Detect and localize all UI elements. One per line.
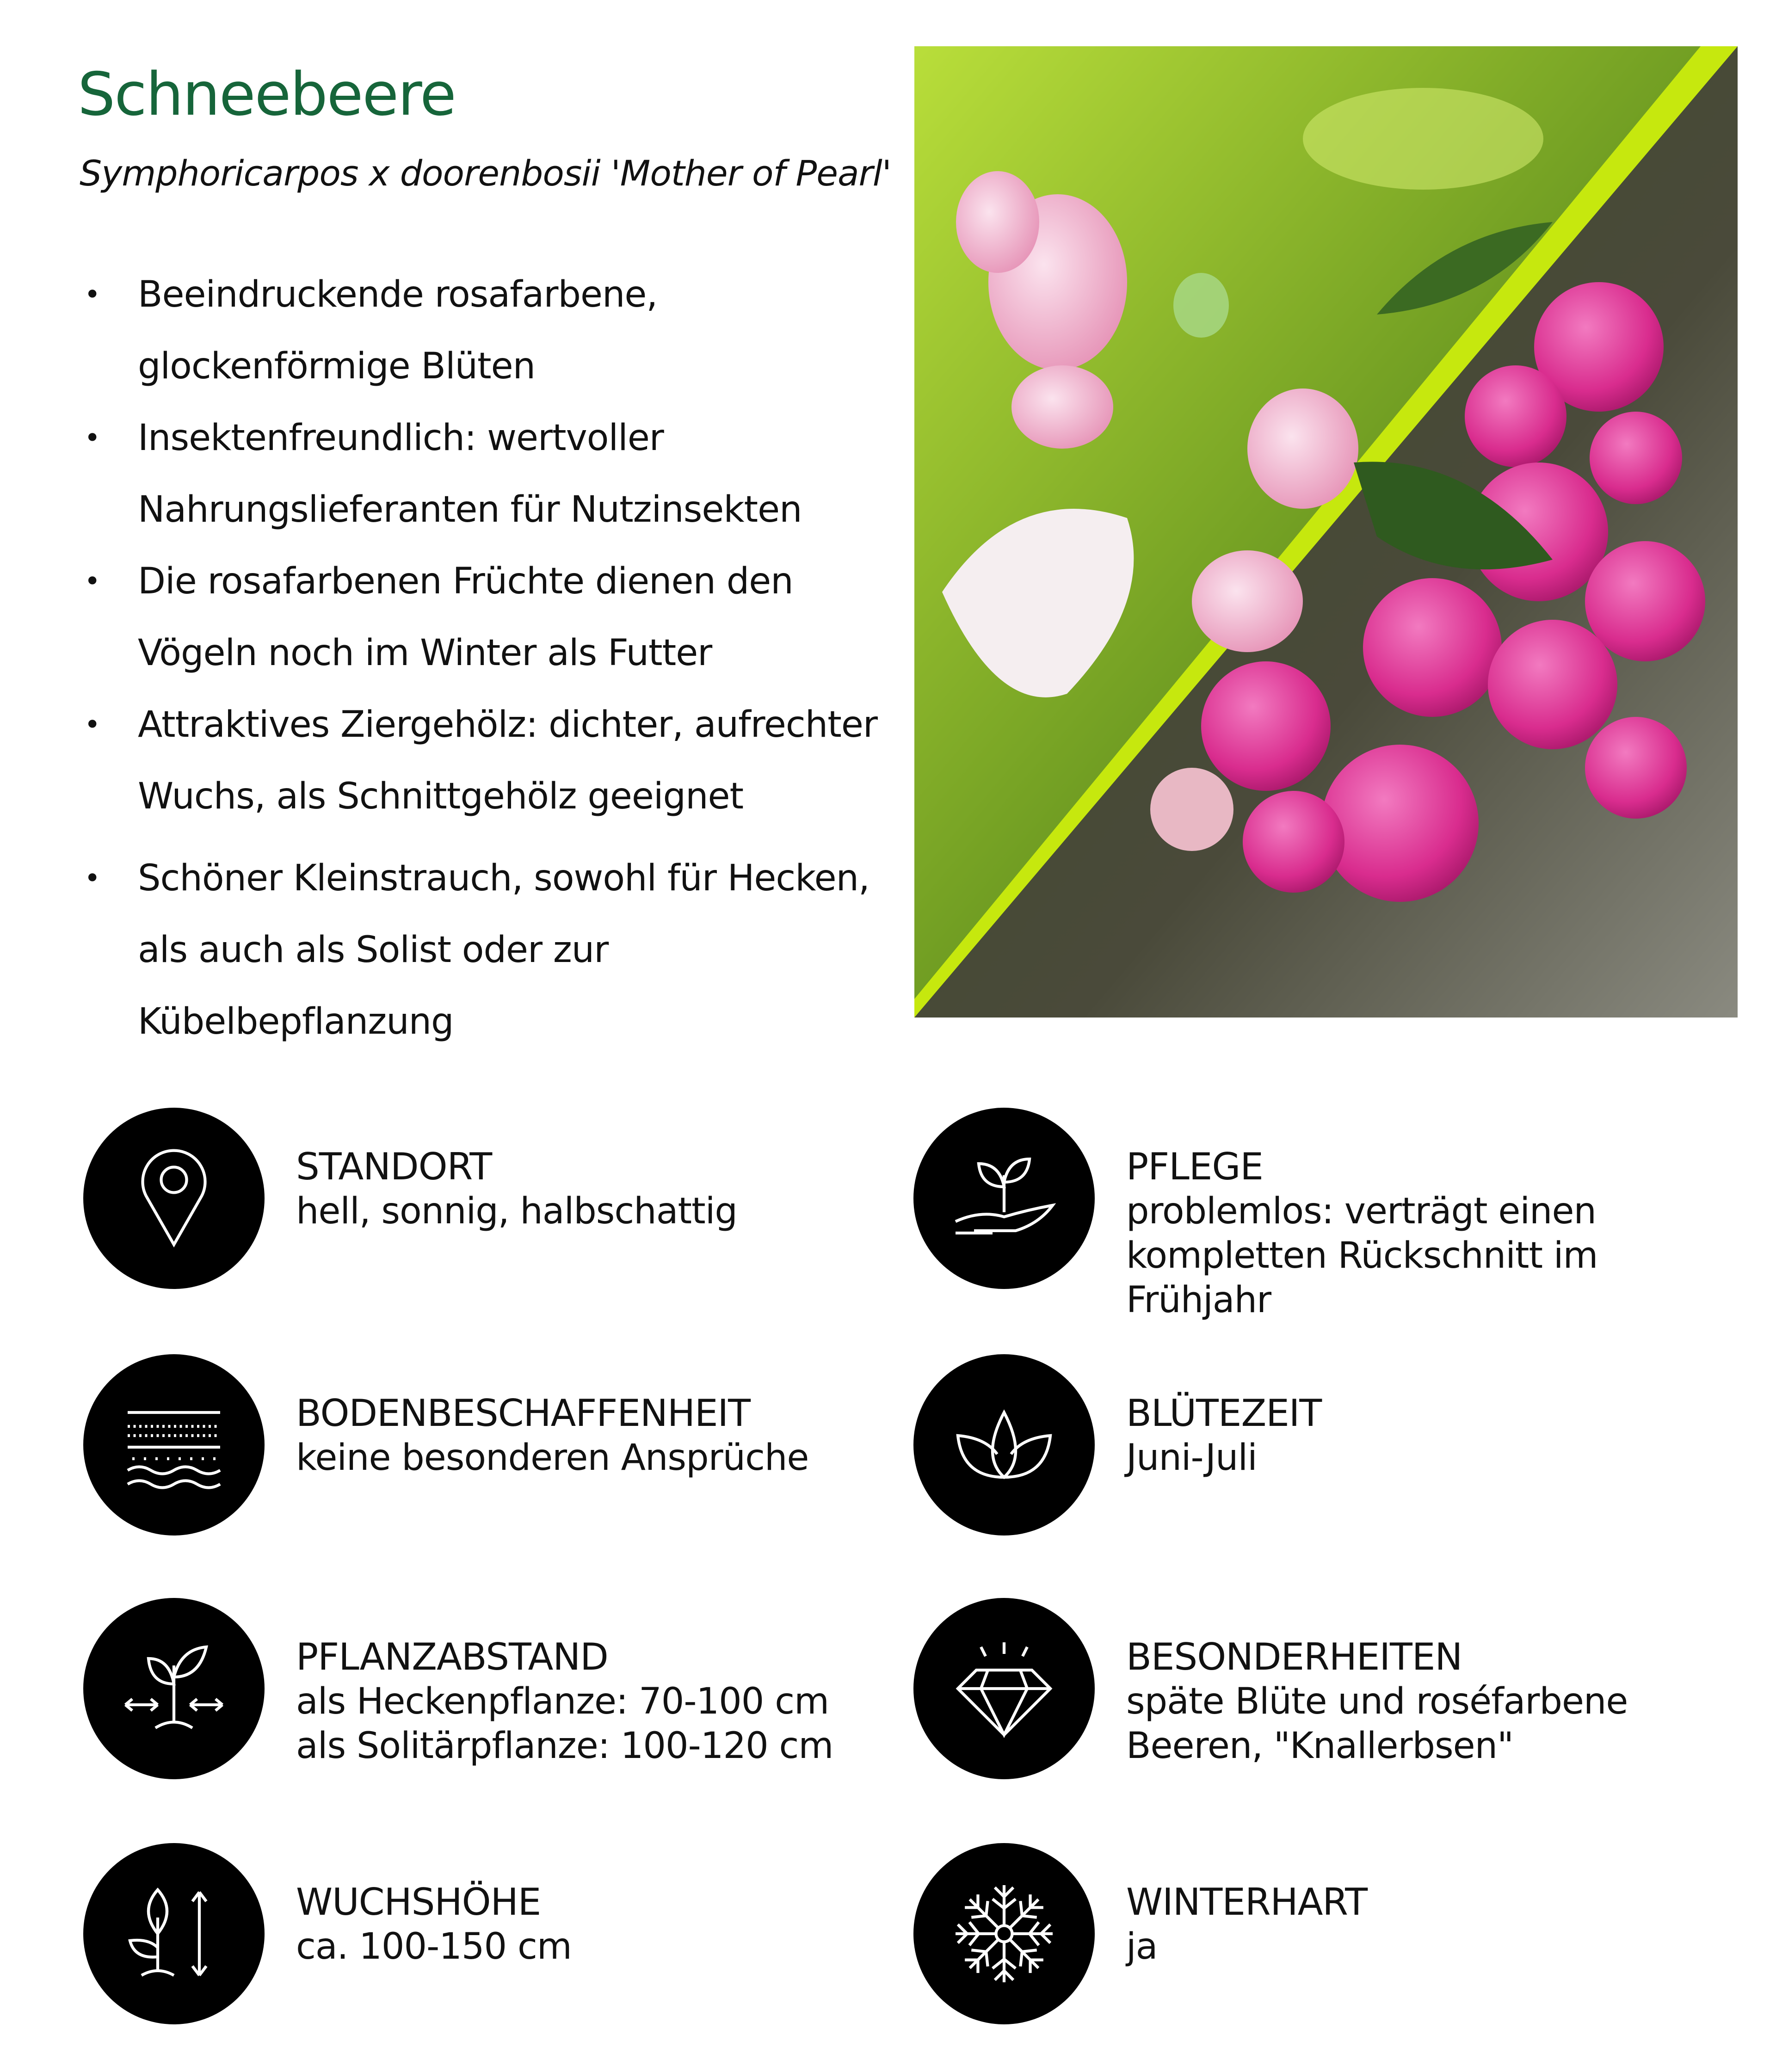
bullet-dot-icon: • (84, 565, 100, 598)
feature-pflege: PFLEGE problemlos: verträgt einen kompletten Rückschnitt im Frühjahr (913, 1108, 1746, 1293)
diamond-icon (913, 1598, 1095, 1779)
feature-boden: BODENBESCHAFFENHEIT keine besonderen Ansprüche (83, 1354, 916, 1539)
bullet-dot-icon: • (84, 709, 100, 741)
snowflake-icon (913, 1843, 1095, 2024)
feature-label: WUCHSHÖHE (296, 1881, 541, 1924)
bullet-item-cont: Vögeln noch im Winter als Futter (138, 632, 712, 674)
bullet-dot-icon: • (84, 422, 100, 454)
feature-label: WINTERHART (1126, 1881, 1368, 1924)
feature-label: BLÜTEZEIT (1126, 1392, 1322, 1435)
bullet-item: • Die rosafarbenen Früchte dienen den (80, 546, 894, 617)
location-pin-icon (83, 1108, 265, 1289)
hand-seedling-icon (913, 1108, 1095, 1289)
bullet-dot-icon: • (84, 862, 100, 894)
bullet-item: • Insektenfreundlich: wertvoller (80, 402, 894, 474)
feature-label: PFLANZABSTAND (296, 1635, 608, 1678)
bullet-item-cont: Nahrungslieferanten für Nutzinsekten (138, 489, 802, 530)
feature-winterhart: WINTERHART ja (913, 1843, 1746, 2028)
bullet-item: • Schöner Kleinstrauch, sowohl für Hecken, (80, 843, 894, 914)
feature-label: STANDORT (296, 1145, 492, 1188)
bullet-item: • Beeindruckende rosafarbene, (80, 259, 894, 331)
bullet-dot-icon: • (84, 278, 100, 311)
bullet-item-cont: Wuchs, als Schnittgehölz geeignet (138, 776, 744, 817)
feature-label: BESONDERHEITEN (1126, 1635, 1462, 1678)
bullet-item-cont: als auch als Solist oder zur (138, 929, 609, 971)
soil-layers-icon (83, 1354, 265, 1536)
feature-label: BODENBESCHAFFENHEIT (296, 1392, 750, 1435)
botanical-name: Symphoricarpos x doorenbosii 'Mother of Pearl' (80, 153, 891, 194)
plant-spacing-icon (83, 1598, 265, 1779)
plant-photo (914, 46, 1738, 1018)
feature-wuchshoehe: WUCHSHÖHE ca. 100-150 cm (83, 1843, 916, 2028)
bullet-item: • Attraktives Ziergehölz: dichter, aufrechter (80, 689, 894, 761)
feature-standort: STANDORT hell, sonnig, halbschattig (83, 1108, 916, 1293)
feature-pflanzabstand: PFLANZABSTAND als Heckenpflanze: 70-100 cm als Solitärpflanze: 100-120 cm (83, 1598, 916, 1783)
page-title: Schneebeere (78, 60, 456, 129)
bullet-item-cont: glockenförmige Blüten (138, 345, 536, 387)
feature-bullet-list (80, 259, 894, 1058)
feature-bluetezeit: BLÜTEZEIT Juni-Juli (913, 1354, 1746, 1539)
plant-height-icon (83, 1843, 265, 2024)
feature-label: PFLEGE (1126, 1145, 1263, 1188)
feature-besonderheiten: BESONDERHEITEN späte Blüte und roséfarbene Beeren, "Knallerbsen" (913, 1598, 1746, 1783)
bullet-item-cont: Kübelbepflanzung (138, 1001, 454, 1042)
lotus-flower-icon (913, 1354, 1095, 1536)
